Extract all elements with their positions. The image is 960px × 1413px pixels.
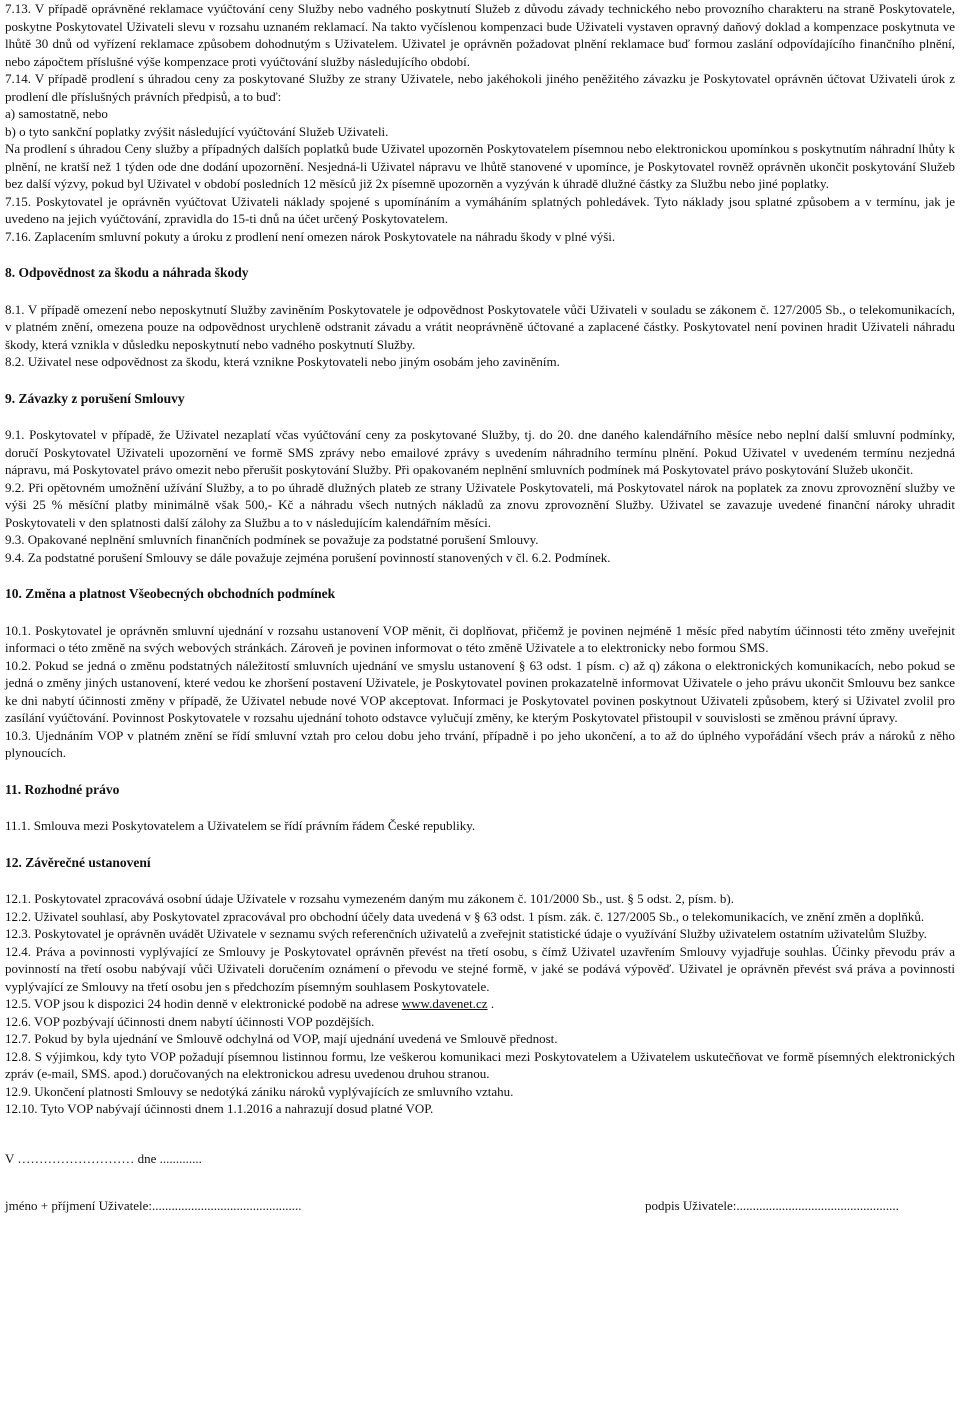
section-12-heading: 12. Závěrečné ustanovení xyxy=(5,854,151,870)
paragraph-12-5-end: . xyxy=(487,996,495,1011)
paragraph-9-1: 9.1. Poskytovatel v případě, že Uživatel nezaplatí včas vyúčtování ceny za poskytované Služby, tj. do 20. dne daného kalendářního měsíce nebo neplní další smluvní podmínky, doručí Poskytovatel Uživateli upozornění ve formě SMS zprávy nebo emailové zprávy s uvedením náhradního termínu plnění. Pokud Uživatel v uvedeném termínu nezjedná nápravu, má Poskytovatel právo omezit nebo přerušit poskytování Služby. Při opakovaném neplnění smluvních podmínek má Poskytovatel právo poskytování Služeb ukončit. xyxy=(5,427,955,477)
paragraph-7-14-c: Na prodlení s úhradou Ceny služby a případných dalších poplatků bude Uživatel upozorněn Poskytovatelem písemnou nebo elektronickou upomínkou s poskytnutím náhradní lhůty k plnění, ne kratší než 1 týden ode dne dodání upozornění. Nesjedná-li Uživatel nápravu ve lhůtě stanovené v upomínce, je Poskytovatel rovněž oprávněn ukončit poskytování Služeb bez další výzvy, pokud byl Uživatel v období posledních 12 měsíců již 2x písemně upozorněn a vyzýván k úhradě dlužné částky za Službu nebo jiné poplatky. xyxy=(5,141,955,191)
paragraph-7-15: 7.15. Poskytovatel je oprávněn vyúčtovat Uživateli náklady spojené s upomínáním a vymáháním splatných pohledávek. Tyto náklady jsou splatné způsobem a v termínu, jak je uvedeno na jejich vyúčtování, zpravidla do 15-ti dnů na účet určený Poskytovatelem. xyxy=(5,193,955,226)
section-8-heading: 8. Odpovědnost za škodu a náhrada škody xyxy=(5,265,249,280)
paragraph-7-14-a: a) samostatně, nebo xyxy=(5,106,108,121)
paragraph-12-10: 12.10. Tyto VOP nabývají účinnosti dnem 1.1.2016 a nahrazují dosud platné VOP. xyxy=(5,1101,434,1116)
paragraph-12-2: 12.2. Uživatel souhlasí, aby Poskytovatel zpracovával pro obchodní účely data uvedená v § 63 odst. 1 písm. zák. č. 127/2005 Sb., o telekomunikacích, ve znění změn a doplňků. xyxy=(5,908,925,924)
paragraph-11-1: 11.1. Smlouva mezi Poskytovatelem a Uživatelem se řídí právním řádem České republiky. xyxy=(5,818,476,833)
paragraph-12-7: 12.7. Pokud by byla ujednání ve Smlouvě odchylná od VOP, mají ujednání uvedená ve Smlouvě přednost. xyxy=(5,1031,558,1046)
paragraph-10-2: 10.2. Pokud se jedná o změnu podstatných náležitostí smluvních ujednání ve smyslu ustanovení § 63 odst. 1 písm. c) až q) zákona o elektronických komunikacích, nebo pokud se jedná o změny jiných ustanovení, které vedou ke zhoršení postavení Uživatele, je Poskytovatel povinen prokazatelně informovat Uživatele o jeho právu ukončit Smlouvu bez sankce ke dni nabytí účinnosti změny v případě, že Uživatel nebude nové VOP akceptovat. Informaci je Poskytovatel povinen poskytnout Uživateli způsobem, který si Uživatel zvolil pro zasílání vyúčtování. Povinnost Poskytovatele v rozsahu ujednání tohoto odstavce vylučují změny, ke kterým Poskytovatel přistoupil v souvislosti se změnou právní úpravy. xyxy=(5,657,955,725)
paragraph-9-4: 9.4. Za podstatné porušení Smlouvy se dále považuje zejména porušení povinností stanovených v čl. 6.2. Podmínek. xyxy=(5,549,611,565)
paragraph-7-14-b: b) o tyto sankční poplatky zvýšit následující vyúčtování Služeb Uživateli. xyxy=(5,123,389,139)
document-page xyxy=(5,0,955,1215)
paragraph-12-6: 12.6. VOP pozbývají účinnosti dnem nabytí účinnosti VOP pozdějších. xyxy=(5,1013,375,1029)
paragraph-9-3: 9.3. Opakované neplnění smluvních finančních podmínek se považuje za podstatné porušení Smlouvy. xyxy=(5,532,539,547)
paragraph-7-13: 7.13. V případě oprávněné reklamace vyúčtování ceny Služby nebo vadného poskytnutí Služeb z důvodu závady technického nebo provozního charakteru na straně Poskytovatele, poskytne Poskytovatel Uživateli slevu v rozsahu uznaném reklamací. Na takto vyčíslenou kompenzaci bude Uživateli vystaven opravný daňový doklad a kompenzace poskytnuta ve lhůtě 30 dnů od vyřízení reklamace způsobem dohodnutým s Uživatelem. Uživatel je oprávněn požadovat plnění reklamace buď formou zaslání odpovídajícího finančního plnění, nebo zápočtem příslušné výše kompenzace proti vyúčtování služby následujícího období. xyxy=(5,1,955,69)
paragraph-12-5-text: 12.5. VOP jsou k dispozici 24 hodin denně v elektronické podobě na adrese xyxy=(5,996,402,1011)
paragraph-12-4: 12.4. Práva a povinnosti vyplývající ze Smlouvy je Poskytovatel oprávněn převést na třetí osobu, s čímž Uživatel uzavřením Smlouvy vyjadřuje souhlas. Účinky převodu práv a povinností na třetí osobu nabývají vůči Uživateli doručením oznámení o převodu ve stejné formě, v jaké se podává výpověď. Uživatel je oprávněn převést svá práva a povinnosti vyplývající ze Smlouvy na třetí osobu jen s předchozím písemným souhlasem Poskytovatele. xyxy=(5,943,955,994)
paragraph-7-14: 7.14. V případě prodlení s úhradou ceny za poskytované Služby ze strany Uživatele, nebo jakéhokoli jiného peněžitého závazku je Poskytovatel oprávněn účtovat Uživateli úrok z prodlení dle příslušných právních předpisů, a to buď: xyxy=(5,71,955,104)
paragraph-7-16: 7.16. Zaplacením smluvní pokuty a úroku z prodlení není omezen nárok Poskytovatele na náhradu škody v plné výši. xyxy=(5,228,616,244)
paragraph-8-2: 8.2. Uživatel nese odpovědnost za škodu, která vznikne Poskytovateli nebo jiným osobám jeho zaviněním. xyxy=(5,354,560,369)
section-10-heading: 10. Změna a platnost Všeobecných obchodních podmínek xyxy=(5,586,336,601)
paragraph-12-9: 12.9. Ukončení platnosti Smlouvy se nedotýká zániku nároků vyplývajících ze smluvního vztahu. xyxy=(5,1083,514,1099)
section-9-heading: 9. Závazky z porušení Smlouvy xyxy=(5,390,185,406)
signature-row xyxy=(5,1197,955,1215)
paragraph-8-1: 8.1. V případě omezení nebo neposkytnutí Služby zaviněním Poskytovatele je odpovědnost Poskytovatele vůči Uživateli v souladu se zákonem č. 127/2005 Sb., o telekomunikacích, v platném znění, omezena pouze na odpovědnost urychleně odstranit závadu a vrátit neoprávněně účtované a zaplacené částky. Poskytovatel není povinen hradit Uživateli náhradu škody, která vznikla v důsledku neposkytnutí nebo vadného poskytnutí Služby. xyxy=(5,301,955,352)
paragraph-12-1: 12.1. Poskytovatel zpracovává osobní údaje Uživatele v rozsahu vymezeném daným mu zákonem č. 101/2000 Sb., ust. § 5 odst. 2, písm. b). xyxy=(5,891,734,906)
website-link[interactable]: www.davenet.cz xyxy=(401,996,488,1011)
name-line: jméno + příjmení Uživatele:.............................................. xyxy=(5,1198,302,1213)
paragraph-12-5 xyxy=(5,995,955,1013)
signature-line: podpis Uživatele:.................................................. xyxy=(645,1198,899,1213)
paragraph-9-2: 9.2. Při opětovném umožnění užívání Služby, a to po úhradě dlužných plateb ze strany Uživatele Poskytovateli, má Poskytovatel nárok na poplatek za znovu zprovoznění služby ve výši 25 % měsíční platby minimálně však 500,- Kč a náhradu všech nutných nákladů za znovu zprovoznění Služby. Uživatel se zavazuje uvedené finanční nároky uhradit Poskytovateli v den splatnosti další zálohy za Službu a to v následujícím kalendářním měsíci. xyxy=(5,479,955,530)
paragraph-10-1: 10.1. Poskytovatel je oprávněn smluvní ujednání v rozsahu ustanovení VOP měnit, či doplňovat, přičemž je povinen nejméně 1 měsíc před nabytím účinnosti této změny uveřejnit informaci o této změně na svých webových stránkách. Zároveň je povinen informovat o této změně Uživatele a to elektronicky nebo formou SMS. xyxy=(5,622,955,655)
section-11-heading: 11. Rozhodné právo xyxy=(5,781,120,797)
place-date-line: V ……………………… dne ............. xyxy=(5,1150,202,1166)
paragraph-10-3: 10.3. Ujednáním VOP v platném znění se řídí smluvní vztah pro celou dobu jeho trvání, případně i po jeho ukončení, a to až do úplného vypořádání všech práv a nároků z něho plynoucích. xyxy=(5,727,955,760)
paragraph-12-3: 12.3. Poskytovatel je oprávněn uvádět Uživatele v seznamu svých referenčních uživatelů a zveřejnit statistické údaje o využívání Služby uživatelem ostatním uživatelům Služby. xyxy=(5,926,927,941)
paragraph-12-8: 12.8. S výjimkou, kdy tyto VOP požadují písemnou listinnou formu, lze veškerou komunikaci mezi Poskytovatelem a Uživatelem uskutečňovat ve formě písemných elektronických zpráv (e-mail, SMS. apod.) doručovaných na elektronickou adresu uvedenou druhou stranou. xyxy=(5,1048,955,1081)
